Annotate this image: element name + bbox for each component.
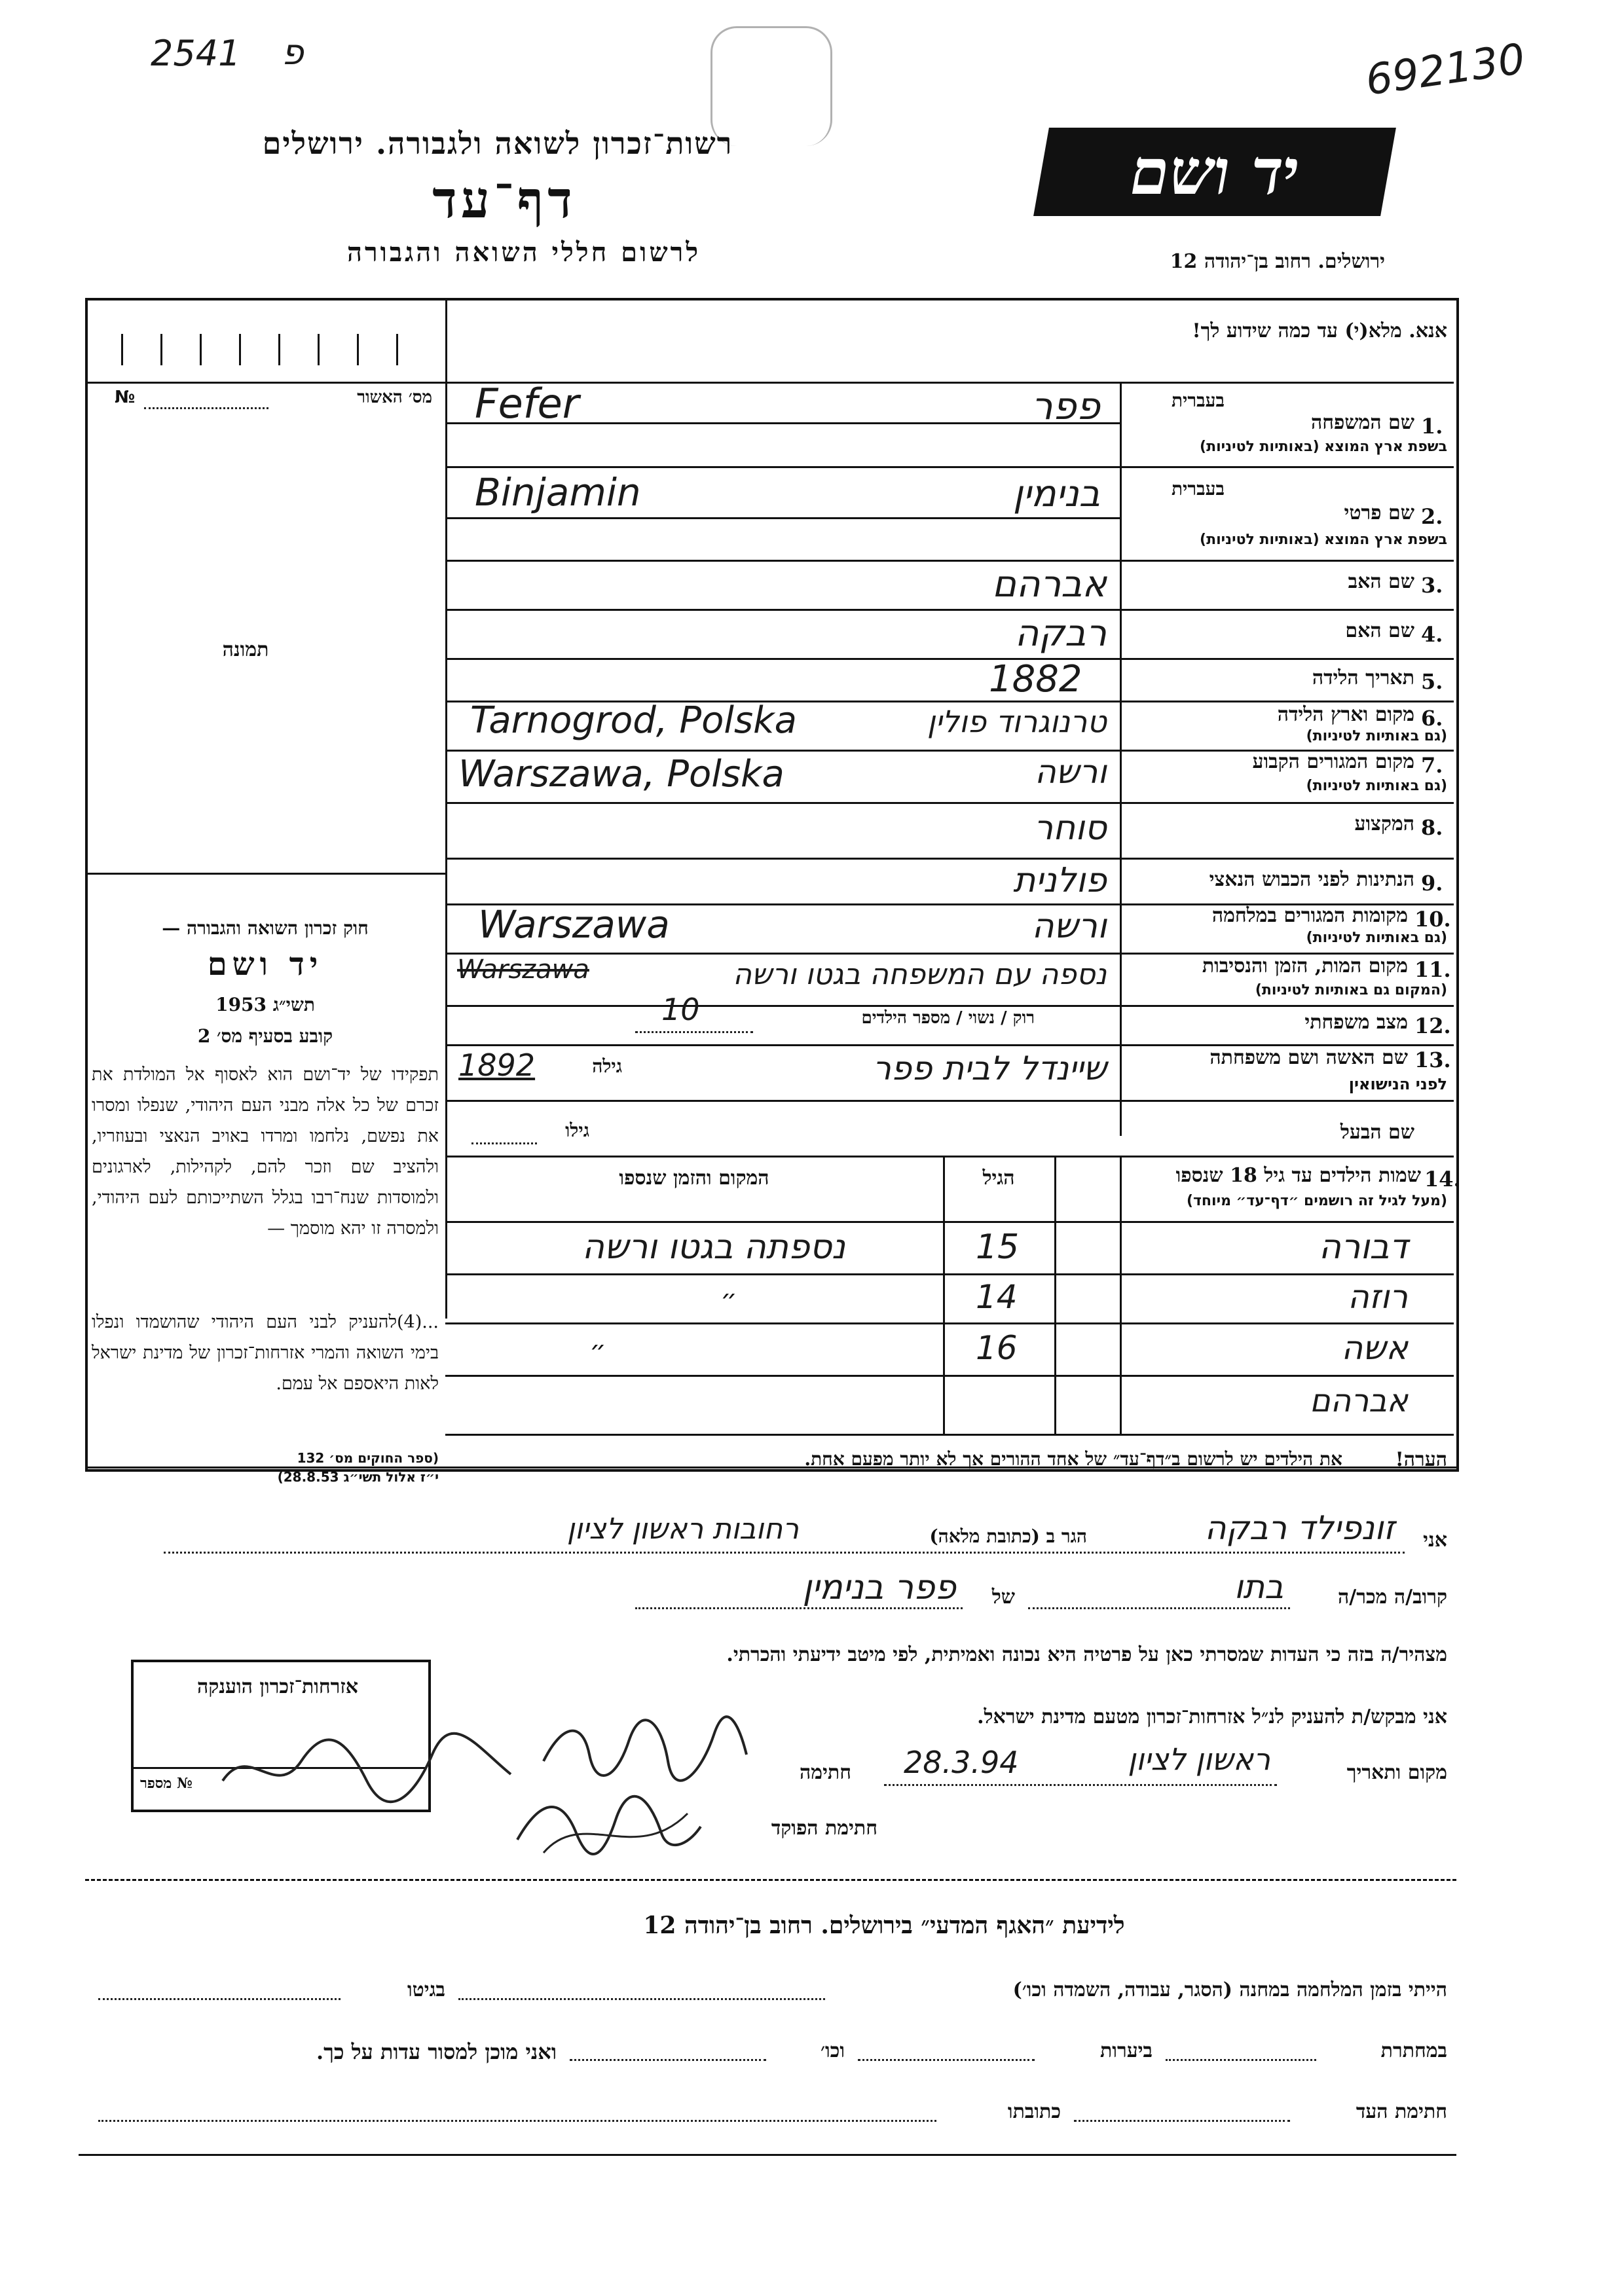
wife-name-sub: לפני הנישואין <box>1348 1075 1447 1093</box>
death-place-latin: Warszawa <box>457 955 589 985</box>
field-7-number: 7. <box>1421 753 1443 778</box>
children-count: 10 <box>661 992 700 1027</box>
field-4-number: 4. <box>1421 622 1443 647</box>
org-line: רשות־זכרון לשואה ולגבורה. ירושלים <box>262 126 733 161</box>
file-letter-mark: פ <box>282 31 304 73</box>
children-col-place: המקום והזמן שנספו <box>619 1167 769 1190</box>
children-label: שמות הילדים עד גיל 18 שנספו <box>1175 1164 1421 1187</box>
child-1-place: נספתה בגטו ורשה <box>582 1228 845 1267</box>
file-number-mark: 2541 <box>151 33 241 74</box>
child-2-age: 14 <box>976 1278 1018 1316</box>
footer-witness-signature: חתימת העד <box>1356 2100 1447 2123</box>
children-col-age: הגיל <box>982 1167 1015 1190</box>
residence-hebrew: ורשה <box>1035 753 1107 791</box>
father-name-value: אברהם <box>991 563 1107 606</box>
given-name-sub: בשפת ארץ המוצא (באותיות לטיניות) <box>1200 532 1447 548</box>
label-hebrew-1: בעברית <box>1171 390 1225 411</box>
occupation-label: המקצוע <box>1354 812 1414 835</box>
footer-title: לידיעת ״האגף המדעי״ בירושלים. רחוב בן־יהודה 12 <box>643 1912 1125 1939</box>
yad-vashem-logo: יד ושם <box>1033 128 1396 216</box>
stamp-title: אזרחות־זכרון הוענקה <box>196 1675 359 1698</box>
stamp-number-label: № מספר <box>140 1775 193 1792</box>
law-reference-1: (ספר החוקים מס׳ 132 <box>297 1450 439 1466</box>
given-name-hebrew: בנימין <box>1012 473 1100 515</box>
place-value: ראשון לציון <box>1128 1741 1270 1777</box>
law-reference-2: י״ז אלול תשי״ג 28.8.53) <box>277 1469 439 1485</box>
surname-sub: בשפת ארץ המוצא (באותיות לטיניות) <box>1200 439 1447 455</box>
signature-label: חתימה <box>800 1761 851 1784</box>
instruction: אנא. מלא(י) עד כמה שידוע לך! <box>1192 319 1447 342</box>
record-number-mark: 692130 <box>1363 35 1528 105</box>
father-name-label: שם האב <box>1348 570 1414 593</box>
given-name-latin: Binjamin <box>475 470 641 515</box>
field-8-number: 8. <box>1421 815 1443 840</box>
child-2-ditto: ״ <box>720 1285 737 1315</box>
nationality-label: הנתינות לפני הכבוש הנאצי <box>1209 868 1414 891</box>
witness-signature <box>537 1715 753 1787</box>
wife-name-label: שם האשה ושם משפחתה <box>1209 1046 1408 1069</box>
of-value: פפר בנימין <box>802 1568 956 1607</box>
law-text: תפקידו של יד־ושם הוא לאסוף אל המולדת את זכרם של כל אלה מבני העם היהודי, שנפלו ומסרו את נפשם, נלחמו ומרדו באויב הנאצי ובעוזריו, ולהציב שם וזכר להם, לקהילות, לארגונים ולמוסדות שנח־רבו בגלל השתייכותם לעם היהודי, ולמסרה זו יהא מוסמך — <box>92 1065 439 1239</box>
declarant-name: זונפילד רבקה <box>1204 1509 1395 1547</box>
field-11-number: 11. <box>1414 957 1451 982</box>
declaration-text: מצהיר/ה בזה כי העדות שמסרתי כאן על פרטיה היא נכונה ואמיתית, לפי מיטב ידיעתי והכרתי. <box>726 1643 1447 1666</box>
child-4-name: אברהם <box>1309 1383 1408 1419</box>
page-title: דף־עד <box>432 170 576 230</box>
law-section: קובע בסעיף מס׳ 2 <box>197 1025 333 1047</box>
note-label: הערה! <box>1395 1448 1447 1471</box>
footer-line-1: הייתי בזמן המלחמה במחנה (הסגר, עבודה, השמדה וכו׳) <box>1012 1978 1447 2001</box>
law-text-2: ...(4)להעניק לבני העם היהודי שהושמדו ונפלו בימי השואה והמרי אזרחות־זכרון של מדינת ישראל לאות היאספם אל עמם. <box>92 1312 439 1394</box>
husband-age-label: גילו <box>565 1120 589 1141</box>
wife-name-value: שיינדל לבית פפר <box>872 1049 1107 1087</box>
relative-value: בתו <box>1234 1568 1283 1606</box>
field-10-number: 10. <box>1414 907 1451 932</box>
wartime-residence-hebrew: ורשה <box>1031 907 1107 946</box>
field-13-number: 13. <box>1414 1048 1451 1072</box>
child-2-name: רוזה <box>1348 1278 1408 1316</box>
child-3-name: אשה <box>1341 1329 1408 1367</box>
wartime-residence-sub: (גם באותיות לטיניות) <box>1306 930 1447 946</box>
wartime-residence-latin: Warszawa <box>478 902 670 947</box>
death-place-hebrew: נספה עם המשפחה בגטו ורשה <box>733 958 1107 991</box>
surname-hebrew: פפר <box>1031 384 1100 428</box>
approval-number: № <box>115 388 136 407</box>
birth-place-sub: (גם באותיות לטיניות) <box>1306 728 1447 744</box>
approval-label: מס׳ האשור <box>357 388 432 407</box>
relative-label: קרוב/ה מכר/ה <box>1338 1586 1447 1609</box>
law-logo: יד ושם <box>207 946 323 983</box>
photo-label: תמונה <box>222 638 269 661</box>
field-9-number: 9. <box>1421 871 1443 896</box>
given-name-label: שם פרטי <box>1344 501 1414 524</box>
footer-testimony: ואני מוכן למסור עדות על כך. <box>316 2039 557 2064</box>
wartime-residence-label: מקומות המגורים במלחמה <box>1211 904 1408 927</box>
residence-latin: Warszawa, Polska <box>458 753 784 795</box>
field-14-number: 14. <box>1424 1167 1461 1192</box>
children-sub: (מעל לגיל זה רושמים ״דף־עד״ מיוחד) <box>1186 1193 1447 1209</box>
field-1-number: 1. <box>1421 414 1443 439</box>
nationality-value: פולנית <box>1013 861 1107 900</box>
address-label: הגר ב (כתובת מלאה) <box>929 1525 1087 1547</box>
child-3-ditto: ״ <box>589 1336 606 1366</box>
footer-etc: וכו׳ <box>821 2039 845 2062</box>
occupation-value: סוחר <box>1033 809 1107 848</box>
footer-ghetto: בגיטו <box>407 1978 445 2001</box>
law-year: תשי״ג 1953 <box>215 994 315 1015</box>
field-2-number: 2. <box>1421 504 1443 529</box>
label-hebrew-2: בעברית <box>1171 478 1225 500</box>
footer-underground: במחתרת <box>1380 2039 1447 2062</box>
death-place-sub: (המקום גם באותיות לטיניות) <box>1255 982 1447 998</box>
footer-forests: ביערות <box>1099 2039 1153 2062</box>
surname-latin: Fefer <box>475 380 580 428</box>
stamp-handwriting <box>216 1728 517 1813</box>
death-place-label: מקום המות, הזמן והנסיבות <box>1202 955 1408 977</box>
footer-address: כתובתו <box>1007 2100 1061 2123</box>
birth-place-hebrew: טרנוגרוד פולין <box>927 704 1107 739</box>
place-date-label: מקום ותאריך <box>1346 1761 1447 1784</box>
officer-signature-label: חתימת הפוקד <box>771 1817 877 1840</box>
marital-status-label: מצב משפחתי <box>1304 1011 1408 1034</box>
note-text: את הילדים יש לרשום ב״דף־עד״ של אחד ההורים אך לא יותר מפעם אחת. <box>804 1448 1342 1470</box>
residence-label: מקום המגורים הקבוע <box>1252 750 1414 773</box>
birth-date-value: 1882 <box>989 658 1082 701</box>
ani-label: אני <box>1423 1529 1447 1552</box>
birth-place-label: מקום וארץ הלידה <box>1277 703 1414 726</box>
birth-date-label: תאריך הלידה <box>1312 666 1414 689</box>
marital-options: רוק / נשוי / מספר הילדים <box>861 1008 1035 1028</box>
child-1-age: 15 <box>976 1228 1020 1267</box>
field-6-number: 6. <box>1421 706 1443 731</box>
residence-sub: (גם באותיות לטיניות) <box>1306 778 1447 794</box>
birth-place-latin: Tarnogrod, Polska <box>470 699 797 742</box>
law-title: חוק זכרון השואה והגבורה — <box>162 917 369 939</box>
husband-label: שם הבעל <box>1340 1121 1414 1144</box>
date-value: 28.3.94 <box>904 1745 1019 1780</box>
mother-name-label: שם האם <box>1345 619 1414 642</box>
approval-tick-bar <box>121 334 435 365</box>
field-3-number: 3. <box>1421 573 1443 598</box>
declarant-address: רחובות ראשון לציון <box>566 1512 799 1546</box>
officer-signature <box>504 1781 714 1866</box>
subtitle: לרשום חללי השואה והגבורה <box>346 237 701 268</box>
header-address: ירושלים. רחוב בן־יהודה 12 <box>1170 250 1385 273</box>
request-text: אני מבקש/ת להעניק לנ״ל אזרחות־זכרון מטעם מדינת ישראל. <box>977 1705 1447 1728</box>
child-3-age: 16 <box>976 1329 1018 1367</box>
child-1-name: דבורה <box>1319 1228 1408 1267</box>
wife-age-label: גילה <box>592 1055 622 1077</box>
field-12-number: 12. <box>1414 1013 1451 1038</box>
surname-label: שם המשפחה <box>1310 411 1414 434</box>
field-5-number: 5. <box>1421 669 1443 694</box>
wife-age-value: 1892 <box>458 1048 536 1083</box>
of-label: של <box>991 1586 1015 1609</box>
mother-name-value: רבקה <box>1014 612 1107 655</box>
